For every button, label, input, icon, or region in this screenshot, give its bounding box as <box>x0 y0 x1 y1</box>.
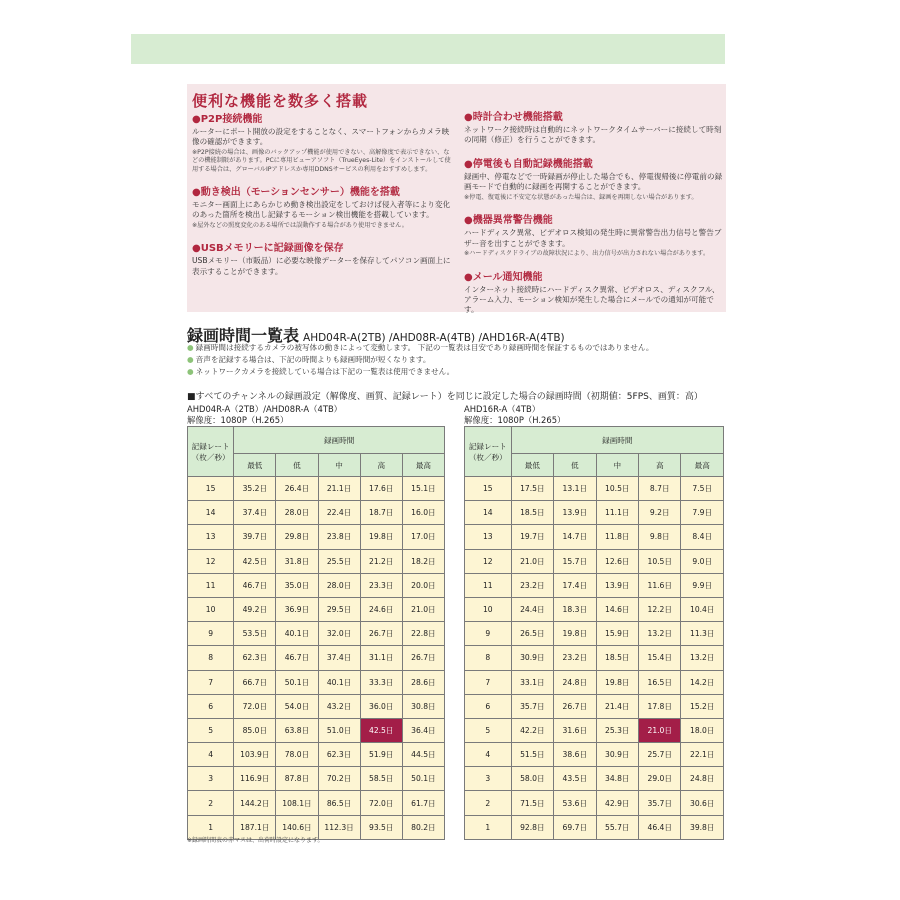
table-row <box>188 501 445 525</box>
time-cell: 31.8日 <box>276 549 318 573</box>
time-cell: 35.7日 <box>511 694 553 718</box>
time-cell: 26.7日 <box>402 646 444 670</box>
rate-cell: 6 <box>465 694 512 718</box>
feature-body: インターネット接続時にハードディスク異常、ビデオロス、ディスクフル、アラーム入力、モーション検知が発生した場合にメールでの通知が可能です。 <box>464 284 720 315</box>
default-setting-cell: 42.5日 <box>360 718 402 742</box>
time-cell: 10.5日 <box>639 549 681 573</box>
table-row <box>465 525 724 549</box>
time-cell: 7.5日 <box>681 477 724 501</box>
rate-cell: 9 <box>188 622 234 646</box>
time-cell: 71.5日 <box>511 791 553 815</box>
feature-body: 録画中、停電などで一時録画が停止した場合でも、停電復帰後に停電前の録画モードで自動的に録画を再開することができます。 <box>464 171 723 192</box>
table-resolution: 解像度：1080P（H.265） <box>187 415 289 425</box>
feature-body: モニター画面上にあらかじめ動き検出設定をしておけば侵入者等により変化のあった箇所を検出し記録するモーション検出機能を搭載しています。 <box>192 200 451 220</box>
table-row <box>188 767 445 791</box>
feature-mail-notification <box>464 268 726 316</box>
quality-header: 低 <box>276 454 318 477</box>
rate-cell: 3 <box>188 767 234 791</box>
time-cell: 32.0日 <box>318 622 360 646</box>
feature-motion-detection <box>192 183 454 230</box>
feature-body: USBメモリー（市販品）に必要な映像データーを保存してパソコン画面上に表示することができます。 <box>192 256 451 276</box>
note-text: 音声を記録する場合は、下記の時間よりも録画時間が短くなります。 <box>195 355 431 364</box>
time-cell: 9.8日 <box>639 525 681 549</box>
time-cell: 30.8日 <box>402 694 444 718</box>
rate-cell: 11 <box>188 573 234 597</box>
time-cell: 24.4日 <box>511 597 553 621</box>
time-cell: 23.8日 <box>318 525 360 549</box>
feature-note: ※屋外などの照度変化のある場所では誤動作する場合があり使用できません。 <box>192 221 408 229</box>
time-cell: 87.8日 <box>276 767 318 791</box>
time-cell: 51.9日 <box>360 743 402 767</box>
time-cell: 21.0日 <box>402 597 444 621</box>
time-cell: 17.4日 <box>554 573 596 597</box>
time-cell: 69.7日 <box>554 815 596 839</box>
time-cell: 14.2日 <box>681 670 724 694</box>
time-cell: 24.6日 <box>360 597 402 621</box>
time-cell: 21.1日 <box>318 477 360 501</box>
rate-cell: 10 <box>465 597 512 621</box>
time-cell: 93.5日 <box>360 815 402 839</box>
feature-body: ネットワーク接続時は自動的にネットワークタイムサーバーに接続して時刻の同期（修正）を行うことができます。 <box>464 125 722 145</box>
time-cell: 13.2日 <box>639 622 681 646</box>
note-text: 録画時間は接続するカメラの被写体の動きによって変動します。 下記の一覧表は目安であり録画時間を保証するものではありません。 <box>195 343 654 352</box>
time-cell: 49.2日 <box>234 597 276 621</box>
default-setting-cell: 21.0日 <box>639 718 681 742</box>
time-cell: 22.4日 <box>318 501 360 525</box>
time-cell: 36.4日 <box>402 718 444 742</box>
time-cell: 19.8日 <box>554 622 596 646</box>
feature-note: ※P2P接続の場合は、画像のバックアップ機能が使用できない、高解像度で表示できない、などの機能制限があります。PCに専用ビューアソフト（TrueEyes-Lite）をインストールして使用する場合は、グローバルIPアドレスか専用DDNSサービスの利用をおすすめします。 <box>192 148 451 173</box>
time-cell: 12.2日 <box>639 597 681 621</box>
time-cell: 44.5日 <box>402 743 444 767</box>
note-line <box>187 342 747 354</box>
feature-error-alert <box>464 211 726 258</box>
table-row <box>188 743 445 767</box>
time-cell: 21.2日 <box>360 549 402 573</box>
time-cell: 43.5日 <box>554 767 596 791</box>
time-cell: 17.5日 <box>511 477 553 501</box>
table-row <box>465 694 724 718</box>
table-model: AHD04R-A（2TB）/AHD08R-A（4TB） <box>187 404 343 414</box>
time-cell: 35.0日 <box>276 573 318 597</box>
time-cell: 18.3日 <box>554 597 596 621</box>
time-cell: 51.0日 <box>318 718 360 742</box>
time-cell: 15.7日 <box>554 549 596 573</box>
time-cell: 51.5日 <box>511 743 553 767</box>
quality-header: 高 <box>639 454 681 477</box>
time-cell: 108.1日 <box>276 791 318 815</box>
rate-cell: 9 <box>465 622 512 646</box>
feature-usb-export <box>192 239 454 277</box>
rate-cell: 12 <box>188 549 234 573</box>
table-row <box>465 477 724 501</box>
time-cell: 30.9日 <box>511 646 553 670</box>
time-cell: 19.7日 <box>511 525 553 549</box>
table-row <box>188 573 445 597</box>
rate-cell: 3 <box>465 767 512 791</box>
time-cell: 37.4日 <box>318 646 360 670</box>
rate-cell: 2 <box>465 791 512 815</box>
time-cell: 63.8日 <box>276 718 318 742</box>
time-header: 録画時間 <box>234 427 445 454</box>
time-cell: 23.2日 <box>511 573 553 597</box>
time-cell: 25.7日 <box>639 743 681 767</box>
rate-cell: 12 <box>465 549 512 573</box>
time-cell: 21.4日 <box>596 694 638 718</box>
time-cell: 13.1日 <box>554 477 596 501</box>
quality-header: 最高 <box>402 454 444 477</box>
table-condition: ■すべてのチャンネルの録画設定（解像度、画質、記録レート）を同じに設定した場合の録画時間（初期値：5FPS、画質：高） <box>187 392 703 402</box>
table-row <box>465 815 724 839</box>
time-cell: 18.5日 <box>596 646 638 670</box>
table-row <box>188 670 445 694</box>
rate-cell: 13 <box>465 525 512 549</box>
time-cell: 18.5日 <box>511 501 553 525</box>
rate-cell: 7 <box>465 670 512 694</box>
time-cell: 78.0日 <box>276 743 318 767</box>
rate-cell: 14 <box>188 501 234 525</box>
rate-cell: 4 <box>188 743 234 767</box>
time-cell: 15.4日 <box>639 646 681 670</box>
rate-header: 記録レート（枚／秒） <box>188 427 234 477</box>
time-cell: 26.4日 <box>276 477 318 501</box>
time-cell: 13.9日 <box>554 501 596 525</box>
time-cell: 26.7日 <box>360 622 402 646</box>
table-row <box>188 549 445 573</box>
rate-cell: 4 <box>465 743 512 767</box>
time-cell: 50.1日 <box>276 670 318 694</box>
table-row <box>465 791 724 815</box>
time-cell: 58.0日 <box>511 767 553 791</box>
time-cell: 31.6日 <box>554 718 596 742</box>
time-cell: 33.1日 <box>511 670 553 694</box>
feature-power-recovery <box>464 155 726 202</box>
table-row <box>465 718 724 742</box>
time-cell: 22.1日 <box>681 743 724 767</box>
table-row <box>465 573 724 597</box>
time-cell: 22.8日 <box>402 622 444 646</box>
rate-cell: 11 <box>465 573 512 597</box>
feature-title: ●USBメモリーに記録画像を保存 <box>192 243 344 255</box>
features-title: 便利な機能を数多く搭載 <box>192 92 369 110</box>
table-row <box>465 646 724 670</box>
time-cell: 18.2日 <box>402 549 444 573</box>
feature-p2p <box>192 110 454 174</box>
time-cell: 13.2日 <box>681 646 724 670</box>
bullet-icon: ● <box>187 343 194 352</box>
rate-cell: 1 <box>465 815 512 839</box>
time-cell: 187.1日 <box>234 815 276 839</box>
time-cell: 39.7日 <box>234 525 276 549</box>
note-line <box>187 366 747 378</box>
time-cell: 103.9日 <box>234 743 276 767</box>
time-cell: 80.2日 <box>402 815 444 839</box>
quality-header: 最高 <box>681 454 724 477</box>
time-cell: 50.1日 <box>402 767 444 791</box>
time-cell: 10.5日 <box>596 477 638 501</box>
table-row <box>465 501 724 525</box>
time-cell: 17.0日 <box>402 525 444 549</box>
time-cell: 10.4日 <box>681 597 724 621</box>
time-cell: 11.6日 <box>639 573 681 597</box>
time-cell: 29.0日 <box>639 767 681 791</box>
time-header: 録画時間 <box>511 427 723 454</box>
time-cell: 17.6日 <box>360 477 402 501</box>
time-cell: 11.3日 <box>681 622 724 646</box>
time-cell: 29.5日 <box>318 597 360 621</box>
table-resolution: 解像度：1080P（H.265） <box>464 415 566 425</box>
time-cell: 34.8日 <box>596 767 638 791</box>
time-cell: 53.6日 <box>554 791 596 815</box>
table-row <box>188 646 445 670</box>
table-row <box>465 549 724 573</box>
table-row <box>188 622 445 646</box>
feature-title: ●P2P接続機能 <box>192 114 263 125</box>
rate-cell: 5 <box>188 718 234 742</box>
time-cell: 8.7日 <box>639 477 681 501</box>
time-cell: 23.2日 <box>554 646 596 670</box>
time-cell: 112.3日 <box>318 815 360 839</box>
time-cell: 66.7日 <box>234 670 276 694</box>
rate-cell: 14 <box>465 501 512 525</box>
time-cell: 13.9日 <box>596 573 638 597</box>
time-cell: 72.0日 <box>234 694 276 718</box>
time-cell: 18.0日 <box>681 718 724 742</box>
time-cell: 30.9日 <box>596 743 638 767</box>
recording-table-right <box>464 426 724 840</box>
quality-header: 最低 <box>511 454 553 477</box>
time-cell: 40.1日 <box>318 670 360 694</box>
time-cell: 30.6日 <box>681 791 724 815</box>
rate-cell: 8 <box>465 646 512 670</box>
time-cell: 26.5日 <box>511 622 553 646</box>
table-caption-right <box>464 404 565 426</box>
time-cell: 15.9日 <box>596 622 638 646</box>
quality-header: 低 <box>554 454 596 477</box>
table-row <box>465 670 724 694</box>
table-model: AHD16R-A（4TB） <box>464 404 541 414</box>
time-cell: 33.3日 <box>360 670 402 694</box>
time-cell: 15.2日 <box>681 694 724 718</box>
quality-header: 中 <box>318 454 360 477</box>
time-cell: 7.9日 <box>681 501 724 525</box>
features-left-column <box>192 110 454 286</box>
time-cell: 16.0日 <box>402 501 444 525</box>
table-row <box>188 791 445 815</box>
time-cell: 20.0日 <box>402 573 444 597</box>
recording-models: AHD04R-A(2TB) /AHD08R-A(4TB) /AHD16R-A(4TB) <box>303 332 565 344</box>
time-cell: 26.7日 <box>554 694 596 718</box>
rate-cell: 15 <box>188 477 234 501</box>
rate-cell: 6 <box>188 694 234 718</box>
time-cell: 86.5日 <box>318 791 360 815</box>
time-cell: 92.8日 <box>511 815 553 839</box>
feature-note: ※ハードディスクドライブの故障状況により、出力信号が出力されない場合があります。 <box>464 250 710 258</box>
rate-cell: 13 <box>188 525 234 549</box>
table-row <box>465 743 724 767</box>
time-cell: 18.7日 <box>360 501 402 525</box>
time-cell: 46.7日 <box>276 646 318 670</box>
time-cell: 9.2日 <box>639 501 681 525</box>
recording-table-left <box>187 426 445 840</box>
time-cell: 38.6日 <box>554 743 596 767</box>
table-caption-left <box>187 404 342 426</box>
time-cell: 11.1日 <box>596 501 638 525</box>
rate-cell: 2 <box>188 791 234 815</box>
time-cell: 46.4日 <box>639 815 681 839</box>
time-cell: 140.6日 <box>276 815 318 839</box>
feature-title: ●メール通知機能 <box>464 271 543 283</box>
table-row <box>465 622 724 646</box>
time-cell: 23.3日 <box>360 573 402 597</box>
time-cell: 28.0日 <box>318 573 360 597</box>
time-cell: 42.5日 <box>234 549 276 573</box>
time-cell: 116.9日 <box>234 767 276 791</box>
time-cell: 28.0日 <box>276 501 318 525</box>
time-cell: 37.4日 <box>234 501 276 525</box>
rate-cell: 7 <box>188 670 234 694</box>
time-cell: 25.5日 <box>318 549 360 573</box>
recording-notes <box>187 342 747 378</box>
time-cell: 70.2日 <box>318 767 360 791</box>
bullet-icon: ● <box>187 367 194 376</box>
time-cell: 12.6日 <box>596 549 638 573</box>
time-cell: 17.8日 <box>639 694 681 718</box>
rate-cell: 15 <box>465 477 512 501</box>
quality-header: 中 <box>596 454 638 477</box>
feature-clock-sync <box>464 108 726 146</box>
table-row <box>188 694 445 718</box>
time-cell: 25.3日 <box>596 718 638 742</box>
rate-cell: 1 <box>188 815 234 839</box>
feature-body: ルーターにポート開放の設定をすることなく、スマートフォンからカメラ映像の確認ができます。 <box>192 127 450 147</box>
time-cell: 24.8日 <box>681 767 724 791</box>
rate-header: 記録レート（枚／秒） <box>465 427 512 477</box>
quality-header: 最低 <box>234 454 276 477</box>
time-cell: 62.3日 <box>234 646 276 670</box>
feature-title: ●動き検出（モーションセンサー）機能を搭載 <box>192 187 400 199</box>
note-text: ネットワークカメラを接続している場合は下記の一覧表は使用できません。 <box>195 367 455 376</box>
time-cell: 14.6日 <box>596 597 638 621</box>
quality-header: 高 <box>360 454 402 477</box>
time-cell: 40.1日 <box>276 622 318 646</box>
time-cell: 46.7日 <box>234 573 276 597</box>
rate-cell: 5 <box>465 718 512 742</box>
time-cell: 11.8日 <box>596 525 638 549</box>
time-cell: 21.0日 <box>511 549 553 573</box>
footnote: ※録画時間表の赤マスは、出荷時設定になります。 <box>187 837 324 844</box>
time-cell: 35.2日 <box>234 477 276 501</box>
time-cell: 19.8日 <box>360 525 402 549</box>
feature-title: ●時計合わせ機能搭載 <box>464 112 563 123</box>
time-cell: 42.9日 <box>596 791 638 815</box>
time-cell: 14.7日 <box>554 525 596 549</box>
time-cell: 16.5日 <box>639 670 681 694</box>
time-cell: 53.5日 <box>234 622 276 646</box>
time-cell: 62.3日 <box>318 743 360 767</box>
time-cell: 9.9日 <box>681 573 724 597</box>
rate-cell: 8 <box>188 646 234 670</box>
note-line <box>187 354 747 366</box>
feature-title: ●機器異常警告機能 <box>464 215 553 227</box>
time-cell: 24.8日 <box>554 670 596 694</box>
table-row <box>465 767 724 791</box>
time-cell: 54.0日 <box>276 694 318 718</box>
recording-title: 録画時間一覧表 <box>187 326 300 345</box>
time-cell: 85.0日 <box>234 718 276 742</box>
feature-note: ※停電、復電後に不安定な状態があった場合は、録画を再開しない場合があります。 <box>464 193 698 201</box>
time-cell: 9.0日 <box>681 549 724 573</box>
time-cell: 15.1日 <box>402 477 444 501</box>
time-cell: 42.2日 <box>511 718 553 742</box>
time-cell: 55.7日 <box>596 815 638 839</box>
bullet-icon: ● <box>187 355 194 364</box>
time-cell: 144.2日 <box>234 791 276 815</box>
time-cell: 35.7日 <box>639 791 681 815</box>
time-cell: 19.8日 <box>596 670 638 694</box>
table-row <box>188 597 445 621</box>
features-right-column <box>464 108 726 325</box>
time-cell: 29.8日 <box>276 525 318 549</box>
header-banner <box>131 34 725 64</box>
time-cell: 36.9日 <box>276 597 318 621</box>
feature-title: ●停電後も自動記録機能搭載 <box>464 158 593 170</box>
time-cell: 8.4日 <box>681 525 724 549</box>
feature-body: ハードディスク異常、ビデオロス検知の発生時に異常警告出力信号と警告ブザー音を出すことができます。 <box>464 228 722 248</box>
table-row <box>188 477 445 501</box>
time-cell: 61.7日 <box>402 791 444 815</box>
time-cell: 39.8日 <box>681 815 724 839</box>
time-cell: 28.6日 <box>402 670 444 694</box>
time-cell: 36.0日 <box>360 694 402 718</box>
time-cell: 43.2日 <box>318 694 360 718</box>
time-cell: 31.1日 <box>360 646 402 670</box>
rate-cell: 10 <box>188 597 234 621</box>
time-cell: 72.0日 <box>360 791 402 815</box>
table-row <box>188 718 445 742</box>
time-cell: 58.5日 <box>360 767 402 791</box>
table-row <box>465 597 724 621</box>
table-row <box>188 525 445 549</box>
